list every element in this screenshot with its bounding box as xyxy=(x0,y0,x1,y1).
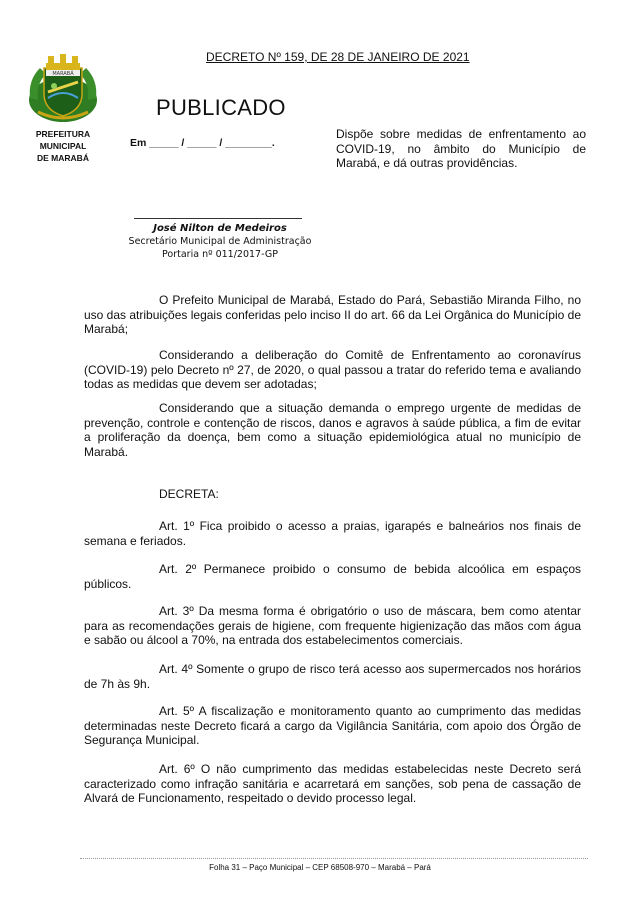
article-paragraph: Art. 5º A fiscalização e monitoramento quanto ao cumprimento das medidas determinadas neste Decreto ficará a cargo da Vigilância Sanitária, com apoio dos Órgão de Segurança Municipal. xyxy=(84,704,581,748)
article-paragraph: Art. 2º Permanece proibido o consumo de bebida alcoólica em espaços públicos. xyxy=(84,562,581,591)
signatory-portaria: Portaria nº 011/2017-GP xyxy=(162,249,278,260)
signatory-role: Secretário Municipal de Administração xyxy=(128,236,312,247)
page-footer: Folha 31 – Paço Municipal – CEP 68508-970 – Marabá – Pará xyxy=(209,863,431,872)
article-paragraph: Art. 4º Somente o grupo de risco terá acesso aos supermercados nos horários de 7h às 9h. xyxy=(84,662,581,691)
footer-divider xyxy=(80,858,588,859)
decree-summary: Dispõe sobre medidas de enfrentamento ao COVID-19, no âmbito do Município de Marabá, e dá outras providências. xyxy=(336,127,586,170)
article-paragraph: Art. 1º Fica proibido o acesso a praias, igarapés e balneários nos finais de semana e feriados. xyxy=(84,519,581,548)
preamble-paragraph: Considerando a deliberação do Comitê de Enfrentamento ao coronavírus (COVID-19) pelo Decreto nº 27, de 2020, o qual passou a tratar do referido tema e avaliando todas as medidas que devem ser adotadas; xyxy=(84,348,581,392)
organization-name xyxy=(22,128,104,164)
org-line: MUNICIPAL xyxy=(39,141,87,151)
preamble-paragraph: O Prefeito Municipal de Marabá, Estado do Pará, Sebastião Miranda Filho, no uso das atribuições legais conferidas pelo inciso II do art. 66 da Lei Orgânica do Município de Marabá; xyxy=(84,293,581,337)
preamble-paragraph: Considerando que a situação demanda o emprego urgente de medidas de prevenção, controle e contenção de riscos, danos e agravos à saúde pública, a fim de evitar a proliferação da doença, bem como a situação epidemiológica atual no município de Marabá. xyxy=(84,401,581,459)
article-paragraph: Art. 3º Da mesma forma é obrigatório o uso de máscara, bem como atentar para as recomendações gerais de higiene, com frequente higienização das mãos com água e sabão ou álcool a 70%, na entrada dos estabelecimentos comerciais. xyxy=(84,604,581,648)
org-line: DE MARABÁ xyxy=(37,153,89,163)
published-stamp: PUBLICADO xyxy=(156,95,286,120)
decreta-heading: DECRETA: xyxy=(159,487,219,501)
crest-banner-text: MARABÁ xyxy=(52,71,74,77)
signature-line xyxy=(134,218,302,219)
article-paragraph: Art. 6º O não cumprimento das medidas estabelecidas neste Decreto será caracterizado como infração sanitária e acarretará em sanções, sob pena de cassação de Alvará de Funcionamento, respeitado o devido processo legal. xyxy=(84,762,581,806)
publication-date-line: Em _____ / _____ / ________. xyxy=(130,137,275,149)
org-line: PREFEITURA xyxy=(35,129,91,139)
signatory-name: José Nilton de Medeiros xyxy=(153,223,287,234)
signature-block xyxy=(118,222,322,261)
municipal-crest-logo xyxy=(24,54,102,126)
decree-title: DECRETO Nº 159, DE 28 DE JANEIRO DE 2021 xyxy=(206,50,470,64)
